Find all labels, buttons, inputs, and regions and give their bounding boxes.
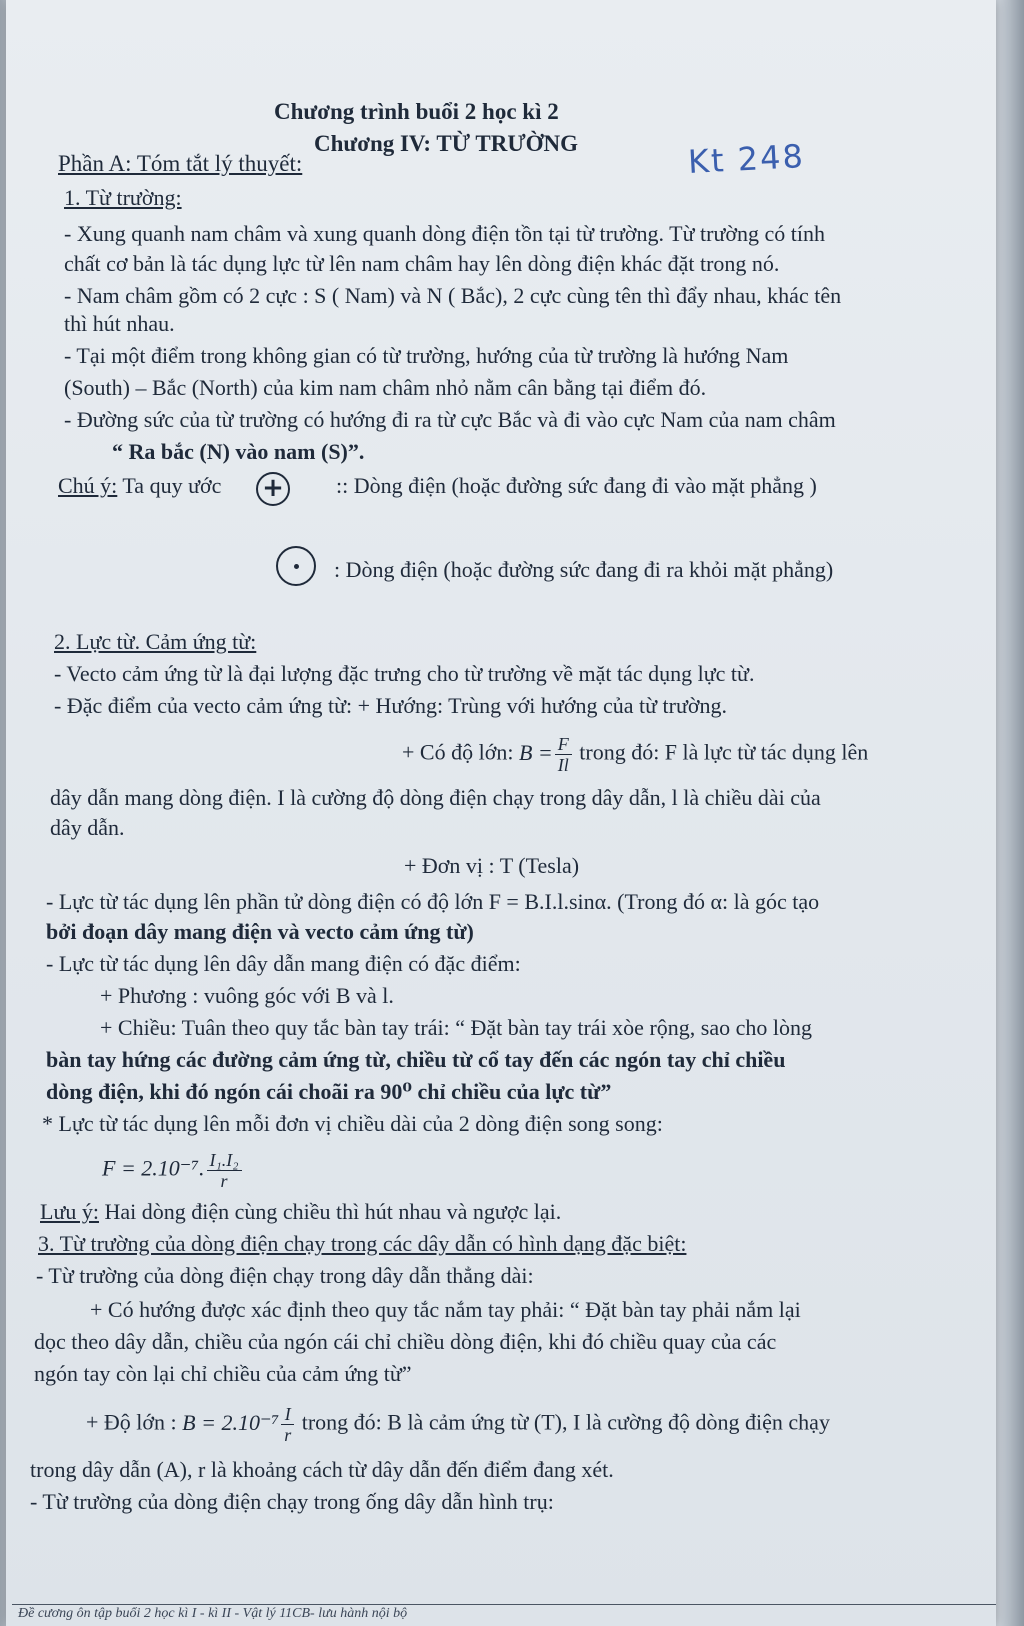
paragraph-line: trong dây dẫn (A), r là khoảng cách từ dây dẫn đến điểm đang xét. bbox=[30, 1457, 614, 1482]
paragraph-line: dây dẫn mang dòng điện. I là cường độ dòng điện chạy trong dây dẫn, l là chiều dài của bbox=[50, 785, 821, 810]
formula-lhs: B = bbox=[518, 739, 553, 765]
paragraph-line: - Xung quanh nam châm và xung quanh dòng điện tồn tại từ trường. Từ trường có tính bbox=[64, 221, 825, 246]
paragraph-line: dọc theo dây dẫn, chiều của ngón cái chỉ chiều dòng điện, khi đó chiều quay của các bbox=[34, 1329, 777, 1354]
note-line bbox=[40, 1198, 561, 1226]
doc-title: Chương trình buổi 2 học kì 2 bbox=[274, 99, 559, 124]
paragraph-line: - Đường sức của từ trường có hướng đi ra từ cực Bắc và đi vào cực Nam của nam châm bbox=[64, 407, 836, 432]
paragraph-line: ngón tay còn lại chỉ chiều của cảm ứng từ” bbox=[34, 1361, 412, 1386]
out-of-plane-symbol bbox=[276, 546, 316, 586]
formula-lhs: B = 2.10⁻⁷ bbox=[182, 1409, 280, 1435]
force-formula bbox=[102, 1150, 244, 1191]
formula-b bbox=[518, 734, 574, 775]
formula-denominator: r bbox=[284, 1425, 292, 1445]
paragraph-line: - Từ trường của dòng điện chạy trong dây dẫn thẳng dài: bbox=[36, 1263, 534, 1288]
formula-fraction bbox=[281, 1404, 294, 1445]
force-formula-fraction bbox=[207, 1150, 242, 1191]
note-label: Lưu ý: bbox=[40, 1199, 99, 1224]
force-formula-denominator: r bbox=[220, 1171, 228, 1191]
chapter-title: Chương IV: TỪ TRƯỜNG bbox=[314, 131, 579, 156]
force-formula-lhs: F = 2.10⁻⁷. bbox=[102, 1155, 205, 1181]
paragraph-line: - Đặc điểm của vecto cảm ứng từ: + Hướng: Trùng với hướng của từ trường. bbox=[54, 693, 728, 718]
note-label: Chú ý: bbox=[58, 473, 118, 498]
paragraph-line: + Phương : vuông góc với B và l. bbox=[100, 983, 394, 1008]
formula-denominator: Il bbox=[557, 755, 569, 775]
paragraph-line: chất cơ bản là tác dụng lực từ lên nam châm hay lên dòng điện khác đặt trong nó. bbox=[64, 251, 780, 276]
subsection-heading: 3. Từ trường của dòng điện chạy trong các dây dẫn có hình dạng đặc biệt: bbox=[38, 1231, 687, 1256]
paragraph-line: (South) – Bắc (North) của kim nam châm nhỏ nằm cân bằng tại điểm đó. bbox=[64, 375, 707, 400]
paragraph-line: + Chiều: Tuân theo quy tắc bàn tay trái: “ Đặt bàn tay trái xòe rộng, sao cho lòng bbox=[100, 1015, 812, 1040]
footer-divider bbox=[12, 1604, 996, 1605]
paragraph-line: - Nam châm gồm có 2 cực : S ( Nam) và N ( Bắc), 2 cực cùng tên thì đẩy nhau, khác tên bbox=[64, 283, 842, 308]
document-page bbox=[6, 0, 996, 1626]
formula-prefix: + Độ lớn : bbox=[86, 1409, 177, 1435]
paragraph-line: - Lực từ tác dụng lên phần tử dòng điện có độ lớn F = B.I.l.sinα. (Trong đó α: là góc tạo bbox=[46, 889, 820, 914]
note-text: Hai dòng điện cùng chiều thì hút nhau và ngược lại. bbox=[104, 1199, 562, 1224]
formula-numerator: I bbox=[281, 1404, 294, 1425]
handwritten-note: Kt 248 bbox=[687, 136, 806, 182]
subsection-heading: 2. Lực từ. Cảm ứng từ: bbox=[54, 629, 257, 654]
formula-suffix: trong đó: B là cảm ứng từ (T), I là cường độ dòng điện chạy bbox=[301, 1409, 830, 1435]
paragraph-line: + Có hướng được xác định theo quy tắc nắm tay phải: “ Đặt bàn tay phải nắm lại bbox=[90, 1297, 801, 1322]
formula-numerator: F bbox=[555, 734, 572, 755]
formula-fraction bbox=[555, 734, 572, 775]
paragraph-line: + Đơn vị : T (Tesla) bbox=[404, 853, 580, 878]
paragraph-line: * Lực từ tác dụng lên mỗi đơn vị chiều dài của 2 dòng điện song song: bbox=[42, 1111, 663, 1136]
note-text: Ta quy ước bbox=[122, 473, 222, 498]
formula-line bbox=[86, 1404, 830, 1445]
paragraph-line: - Tại một điểm trong không gian có từ trường, hướng của từ trường là hướng Nam bbox=[64, 343, 789, 368]
note-out: : Dòng điện (hoặc đường sức đang đi ra khỏi mặt phẳng) bbox=[334, 557, 834, 582]
paragraph-line: thì hút nhau. bbox=[64, 311, 175, 336]
formula-b bbox=[182, 1404, 296, 1445]
formula-prefix: + Có độ lớn: bbox=[402, 739, 514, 765]
paragraph-line: bởi đoạn dây mang điện và vecto cảm ứng từ) bbox=[46, 919, 474, 944]
force-formula-numerator: I₁.I₂ bbox=[207, 1150, 242, 1171]
formula-suffix: trong đó: F là lực từ tác dụng lên bbox=[579, 739, 869, 765]
paragraph-line: - Lực từ tác dụng lên dây dẫn mang điện có đặc điểm: bbox=[46, 951, 521, 976]
paragraph-line: bàn tay hứng các đường cảm ứng từ, chiều từ cổ tay đến các ngón tay chỉ chiều bbox=[46, 1047, 786, 1072]
formula-line bbox=[402, 734, 868, 775]
paragraph-line: dòng điện, khi đó ngón cái choãi ra 90⁰ chỉ chiều của lực từ” bbox=[46, 1079, 612, 1104]
paragraph-line: dây dẫn. bbox=[50, 815, 125, 840]
rule-quote: “ Ra bắc (N) vào nam (S)”. bbox=[112, 439, 365, 464]
note-into: :: Dòng điện (hoặc đường sức đang đi vào mặt phẳng ) bbox=[336, 473, 817, 498]
section-heading: Phần A: Tóm tắt lý thuyết: bbox=[58, 151, 303, 176]
paragraph-line: - Vecto cảm ứng từ là đại lượng đặc trưng cho từ trường về mặt tác dụng lực từ. bbox=[54, 661, 755, 686]
note-line bbox=[58, 472, 221, 500]
into-plane-symbol: + bbox=[256, 472, 290, 506]
paragraph-line: - Từ trường của dòng điện chạy trong ống dây dẫn hình trụ: bbox=[30, 1489, 554, 1514]
subsection-heading: 1. Từ trường: bbox=[64, 185, 182, 210]
page-footer: Đề cương ôn tập buổi 2 học kì I - kì II - Vật lý 11CB- lưu hành nội bộ bbox=[18, 1606, 408, 1621]
